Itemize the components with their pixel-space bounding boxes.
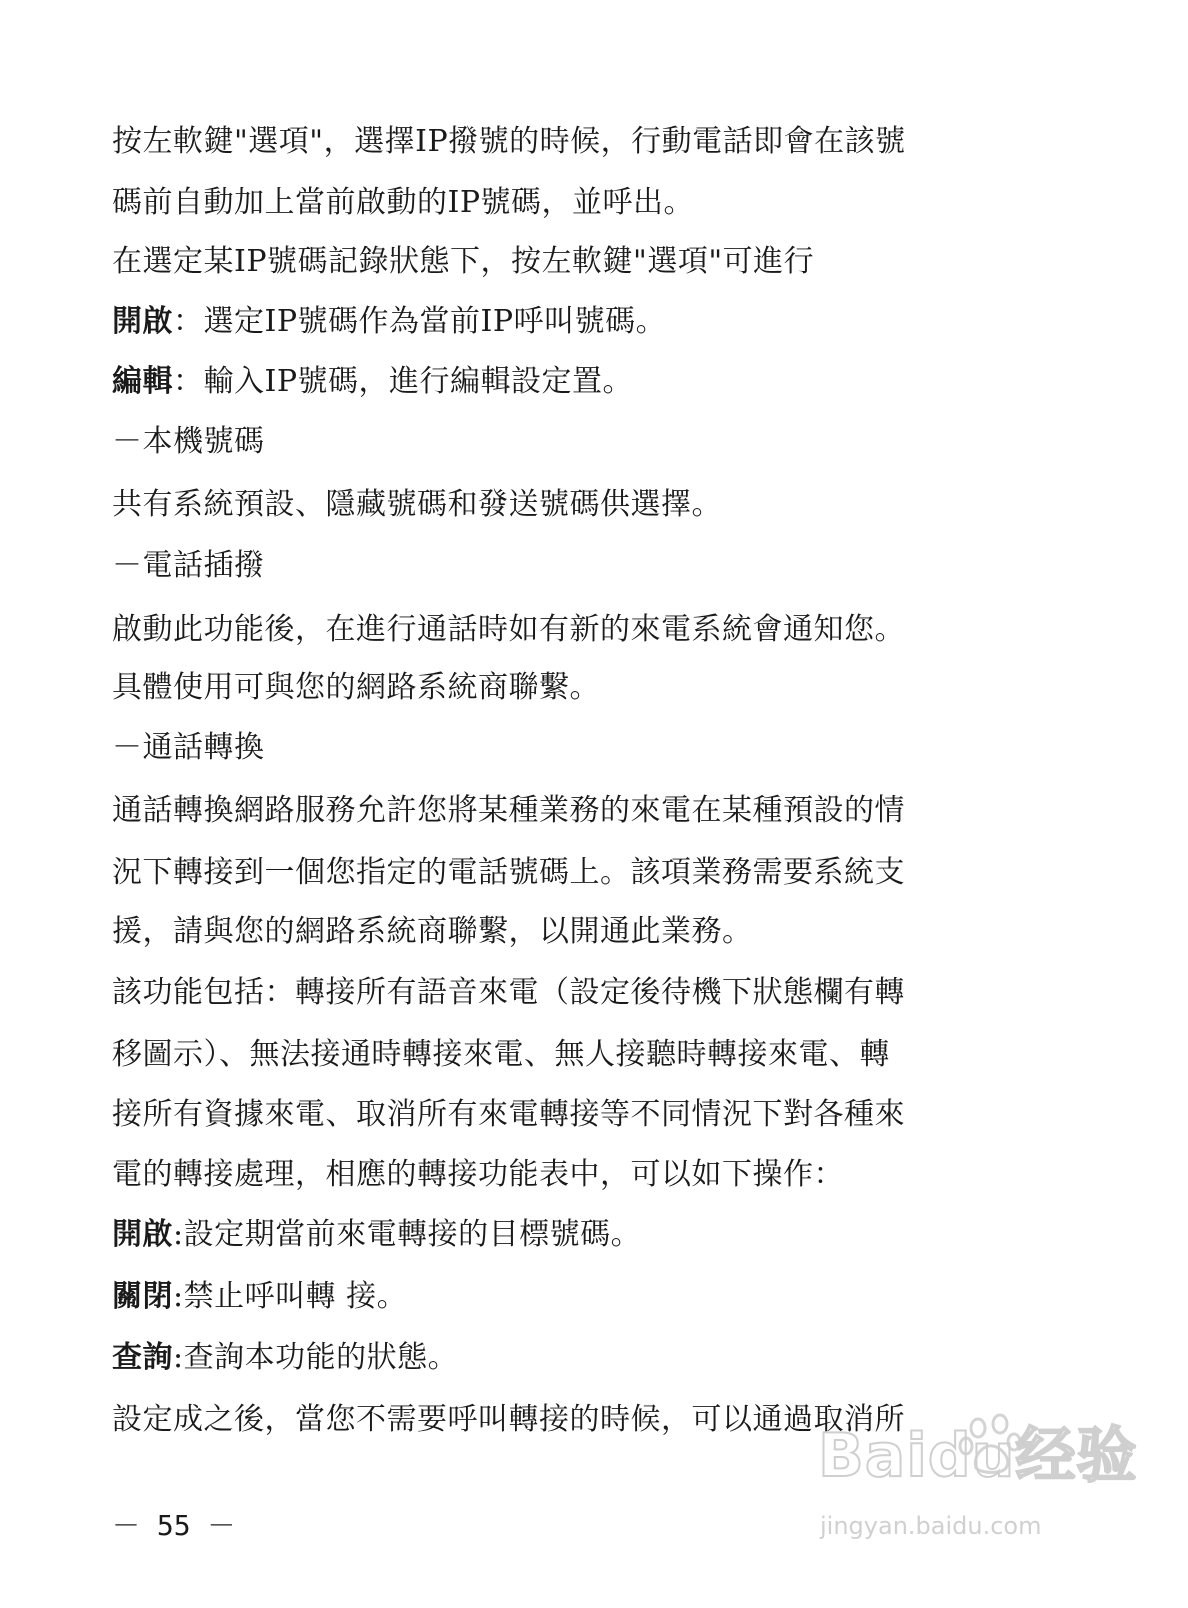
line-text: 設定成之後，當您不需要呼叫轉接的時候，可以通過取消所 — [112, 1402, 905, 1437]
line-text: 設定期當前來電轉接的目標號碼。 — [183, 1217, 642, 1252]
term-separator: : — [173, 1217, 184, 1252]
term-separator: ： — [173, 364, 204, 399]
page-number: － 55 － — [112, 1509, 236, 1542]
term-label: 編輯 — [112, 364, 173, 399]
term-separator: ： — [173, 304, 204, 339]
text-line — [112, 242, 1072, 282]
term-label: 開啟 — [112, 304, 173, 339]
line-text: －通話轉換 — [112, 730, 265, 765]
section-heading — [112, 546, 1072, 586]
text-line — [112, 973, 1072, 1013]
text-line — [112, 912, 1072, 952]
line-text: 接所有資據來電、取消所有來電轉接等不同情況下對各種來 — [112, 1097, 905, 1132]
line-text: 在選定某IP號碼記錄狀態下，按左軟鍵"選項"可進行 — [112, 244, 815, 279]
text-line — [112, 853, 1072, 893]
line-text: 選定IP號碼作為當前IP呼叫號碼。 — [203, 304, 667, 339]
text-line — [112, 1277, 1072, 1317]
text-line — [112, 1095, 1072, 1135]
line-text: 查詢本功能的狀態。 — [183, 1340, 459, 1375]
line-text: －本機號碼 — [112, 424, 265, 459]
term-label: 關閉 — [112, 1279, 173, 1314]
text-line — [112, 362, 1072, 402]
term-label: 開啟 — [112, 1217, 173, 1252]
text-line — [112, 1215, 1072, 1255]
line-text: 輸入IP號碼，進行編輯設定置。 — [203, 364, 634, 399]
line-text: 按左軟鍵"選項"，選擇IP撥號的時候，行動電話即會在該號 — [112, 124, 906, 159]
line-text: 移圖示）、無法接通時轉接來電、無人接聽時轉接來電、轉 — [112, 1037, 890, 1072]
line-text: 況下轉接到一個您指定的電話號碼上。該項業務需要系統支 — [112, 855, 905, 890]
line-text: 通話轉換網路服務允許您將某種業務的來電在某種預設的情 — [112, 793, 905, 828]
text-line — [112, 1155, 1072, 1195]
line-text: 該功能包括：轉接所有語音來電（設定後待機下狀態欄有轉 — [112, 975, 905, 1010]
section-heading — [112, 728, 1072, 768]
term-separator: : — [173, 1279, 184, 1314]
line-text: 碼前自動加上當前啟動的IP號碼，並呼出。 — [112, 185, 695, 220]
text-line — [112, 485, 1072, 525]
line-text: 援，請與您的網路系統商聯繫，以開通此業務。 — [112, 914, 753, 949]
line-text: 啟動此功能後，在進行通話時如有新的來電系統會通知您。 — [112, 612, 905, 647]
line-text: 禁止呼叫轉 接。 — [183, 1279, 408, 1314]
text-line — [112, 122, 1072, 162]
watermark-url: jingyan.baidu.com — [820, 1512, 1042, 1540]
text-line — [112, 1338, 1072, 1378]
text-line — [112, 1035, 1072, 1075]
line-text: 共有系統預設、隱藏號碼和發送號碼供選擇。 — [112, 487, 722, 522]
text-line — [112, 302, 1072, 342]
term-label: 查詢 — [112, 1340, 173, 1375]
text-line — [112, 668, 1072, 708]
text-line — [112, 183, 1072, 223]
line-text: 具體使用可與您的網路系統商聯繫。 — [112, 670, 600, 705]
line-text: 電的轉接處理，相應的轉接功能表中，可以如下操作： — [112, 1157, 844, 1192]
baidu-watermark — [808, 1408, 1138, 1568]
text-line — [112, 791, 1072, 831]
watermark-logo-text: Baidu经验 — [818, 1421, 1138, 1491]
text-line — [112, 610, 1072, 650]
line-text: －電話插撥 — [112, 548, 265, 583]
section-heading — [112, 422, 1072, 462]
term-separator: : — [173, 1340, 184, 1375]
